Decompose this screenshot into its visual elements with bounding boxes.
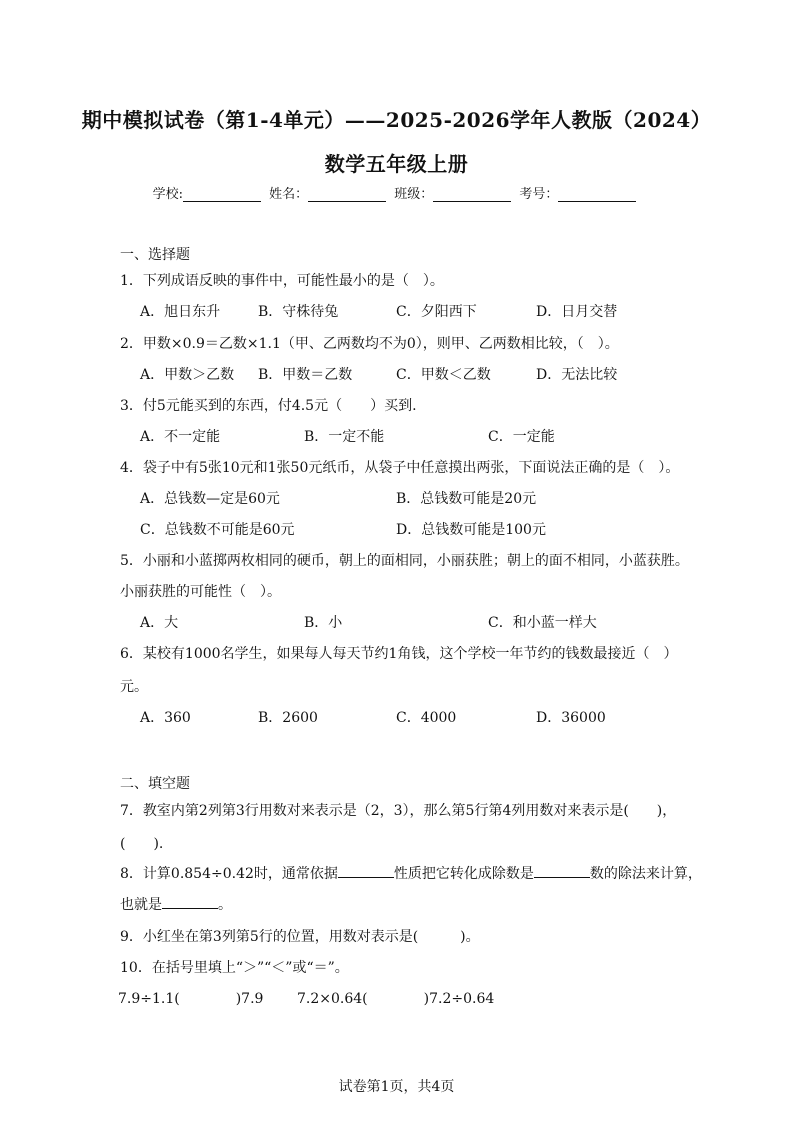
- class-blank: [433, 189, 511, 202]
- option-c: C．一定能: [488, 429, 555, 445]
- question-6-line-1: 6．某校有1000名学生，如果每人每天节约1角钱，这个学校一年节约的钱数最接近（ ）: [120, 646, 678, 662]
- option-b: B．小: [304, 615, 343, 631]
- question-9: 9．小红坐在第3列第5行的位置，用数对表示是( )。: [120, 929, 480, 945]
- question-10-item-a: 7.9÷1.1( )7.9: [118, 991, 264, 1007]
- name-blank: [308, 189, 386, 202]
- question-1: 1．下列成语反映的事件中，可能性最小的是（ ）。: [120, 273, 444, 289]
- question-3: 3．付5元能买到的东西，付4.5元（ ）买到.: [120, 398, 417, 414]
- question-10-item-b: 7.2×0.64( )7.2÷0.64: [297, 991, 495, 1007]
- option-b: B．守株待兔: [258, 304, 339, 320]
- option-c: C．夕阳西下: [396, 304, 477, 320]
- option-b: B．甲数＝乙数: [258, 367, 353, 383]
- option-c: C．甲数＜乙数: [396, 367, 491, 383]
- section-title-choice: 一、选择题: [120, 247, 190, 263]
- option-d: D．36000: [536, 710, 606, 726]
- question-4: 4．袋子中有5张10元和1张50元纸币，从袋子中任意摸出两张，下面说法正确的是（ ）。: [120, 460, 680, 476]
- title-line-2: 数学五年级上册: [324, 152, 469, 176]
- option-d: D．总钱数可能是100元: [396, 522, 546, 538]
- exam-no-blank: [558, 189, 636, 202]
- option-a: A．甲数＞乙数: [140, 367, 235, 383]
- question-8-end: 。: [218, 897, 232, 913]
- question-8-text-2: 性质把它转化成除数是: [393, 866, 534, 882]
- class-label: 班级：: [394, 187, 434, 202]
- title-line-1: 期中模拟试卷（第1-4单元）——2025-2026学年人教版（2024）: [81, 108, 712, 132]
- option-a: A．旭日东升: [140, 304, 221, 320]
- question-2: 2．甲数×0.9＝乙数×1.1（甲、乙两数均不为0），则甲、乙两数相比较，（ ）。: [120, 336, 619, 352]
- question-6-line-2: 元。: [120, 679, 148, 695]
- school-blank: [183, 189, 261, 202]
- school-label: 学校:: [152, 187, 183, 202]
- option-d: D．无法比较: [536, 367, 618, 383]
- option-c: C．总钱数不可能是60元: [140, 522, 295, 538]
- option-a: A．360: [140, 710, 191, 726]
- question-10: 10．在括号里填上“＞”“＜”或“＝”。: [120, 960, 349, 976]
- answer-blank[interactable]: [338, 863, 394, 878]
- option-a: A．大: [140, 615, 179, 631]
- answer-blank[interactable]: [162, 894, 218, 909]
- question-8-text-3: 数的除法来计算，: [589, 866, 702, 882]
- exam-no-label: 考号：: [519, 187, 559, 202]
- option-c: C．4000: [396, 710, 457, 726]
- student-info-row: [0, 183, 793, 202]
- question-5-line-2: 小丽获胜的可能性（ ）。: [120, 584, 281, 600]
- option-a: A．不一定能: [140, 429, 221, 445]
- question-8-text-1: 8．计算0.854÷0.42时，通常依据: [120, 866, 338, 882]
- question-8-text-4: 也就是: [120, 897, 162, 913]
- option-a: A．总钱数—定是60元: [140, 491, 280, 507]
- option-c: C．和小蓝一样大: [488, 615, 597, 631]
- answer-blank[interactable]: [534, 863, 590, 878]
- question-8-line-2: [120, 894, 232, 914]
- option-b: B．2600: [258, 710, 318, 726]
- name-label: 姓名：: [269, 187, 309, 202]
- section-title-fill-blank: 二、填空题: [120, 776, 190, 792]
- question-5-line-1: 5．小丽和小蓝掷两枚相同的硬币，朝上的面相同，小丽获胜；朝上的面不相同，小蓝获胜。: [120, 553, 689, 569]
- question-7-line-1: 7．教室内第2列第3行用数对来表示是（2，3），那么第5行第4列用数对来表示是( )，: [120, 803, 677, 819]
- question-8-line-1: [120, 863, 702, 883]
- option-b: B．一定不能: [304, 429, 385, 445]
- option-d: D．日月交替: [536, 304, 618, 320]
- question-7-line-2: ( ).: [120, 836, 164, 852]
- option-b: B．总钱数可能是20元: [396, 491, 537, 507]
- page-footer: 试卷第1页，共4页: [338, 1079, 455, 1095]
